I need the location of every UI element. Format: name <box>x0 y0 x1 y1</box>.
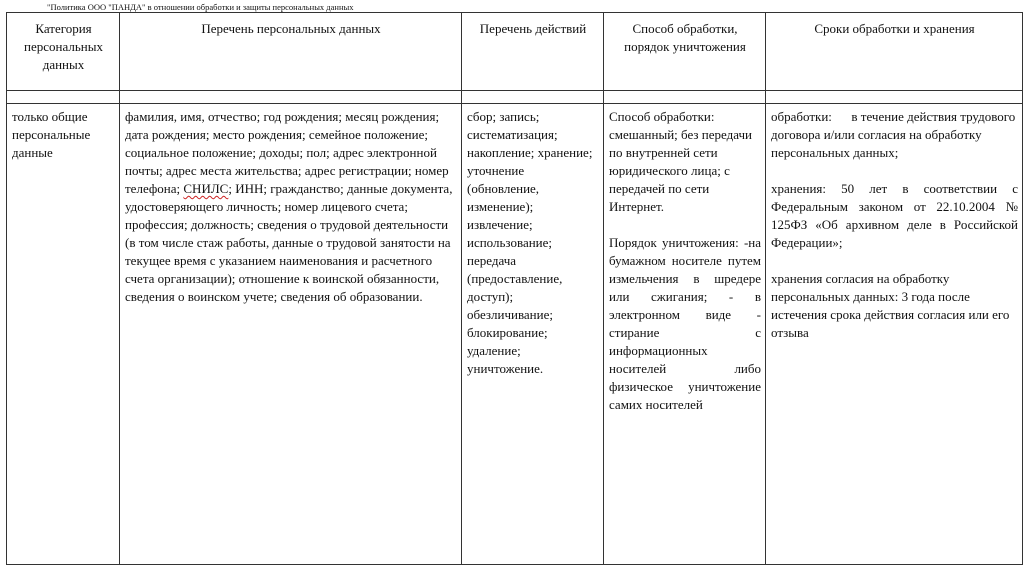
term-storage-text: хранения: 50 лет в соответствии с Федеральным законом от 22.10.2004 № 125ФЗ «Об архивном деле в Российской Федерации»; <box>771 181 1018 250</box>
column-header-category: Категория персональных данных <box>7 13 120 91</box>
cell-method <box>604 104 766 565</box>
cell-category <box>7 104 120 565</box>
term-processing-text: обработки: в течение действия трудового договора и/или согласия на обработку персональных данных; <box>771 109 1019 160</box>
table-row <box>7 104 1023 565</box>
cell-data-list <box>120 104 462 565</box>
snils-term: СНИЛС <box>183 181 229 196</box>
column-header-actions: Перечень действий <box>462 13 604 91</box>
destruction-text: Порядок уничтожения: -на бумажном носителе путем измельчения в шредере или сжигания; - в электронном виде - стирание с информационных носителей либо физическое уничтожение самих носителей <box>609 235 761 412</box>
personal-data-table <box>6 12 1023 565</box>
table-spacer-row <box>7 91 1023 104</box>
table-header-row <box>7 13 1023 91</box>
actions-text: сбор; запись; систематизация; накопление; хранение; уточнение (обновление, изменение); извлечение; использование; передача (предоставление, доступ); обезличивание; блокирование; удаление; уничтожение. <box>467 109 593 376</box>
column-header-data-list: Перечень персональных данных <box>120 13 462 91</box>
cell-actions <box>462 104 604 565</box>
category-text: только общие персональные данные <box>12 109 91 160</box>
data-list-text: фамилия, имя, отчество; год рождения; месяц рождения; дата рождения; место рождения; семейное положение; социальное положение; доходы; пол; адрес электронной почты; адрес места жительства; адрес регистрации; номер телефона; СНИЛС; ИНН; гражданство; данные документа, удостоверяющего личность; номер лицевого счета; профессия; должность; сведения о трудовой деятельности (в том числе стаж работы, данные о трудовой занятости на текущее время с указанием наименования и расчетного счета организации); отношение к воинской обязанности, сведения о воинском учете; сведения об образовании. <box>125 109 453 304</box>
column-header-terms: Сроки обработки и хранения <box>766 13 1023 91</box>
column-header-method: Способ обработки, порядок уничтожения <box>604 13 766 91</box>
document-header: "Политика ООО "ПАНДА" в отношении обработки и защиты персональных данных <box>47 2 354 12</box>
term-consent-text: хранения согласия на обработку персональных данных: 3 года после истечения срока действия согласия или его отзыва <box>771 271 1010 340</box>
cell-terms <box>766 104 1023 565</box>
method-text: Способ обработки: смешанный; без передачи по внутренней сети юридического лица; с передачей по сети Интернет. <box>609 109 752 214</box>
